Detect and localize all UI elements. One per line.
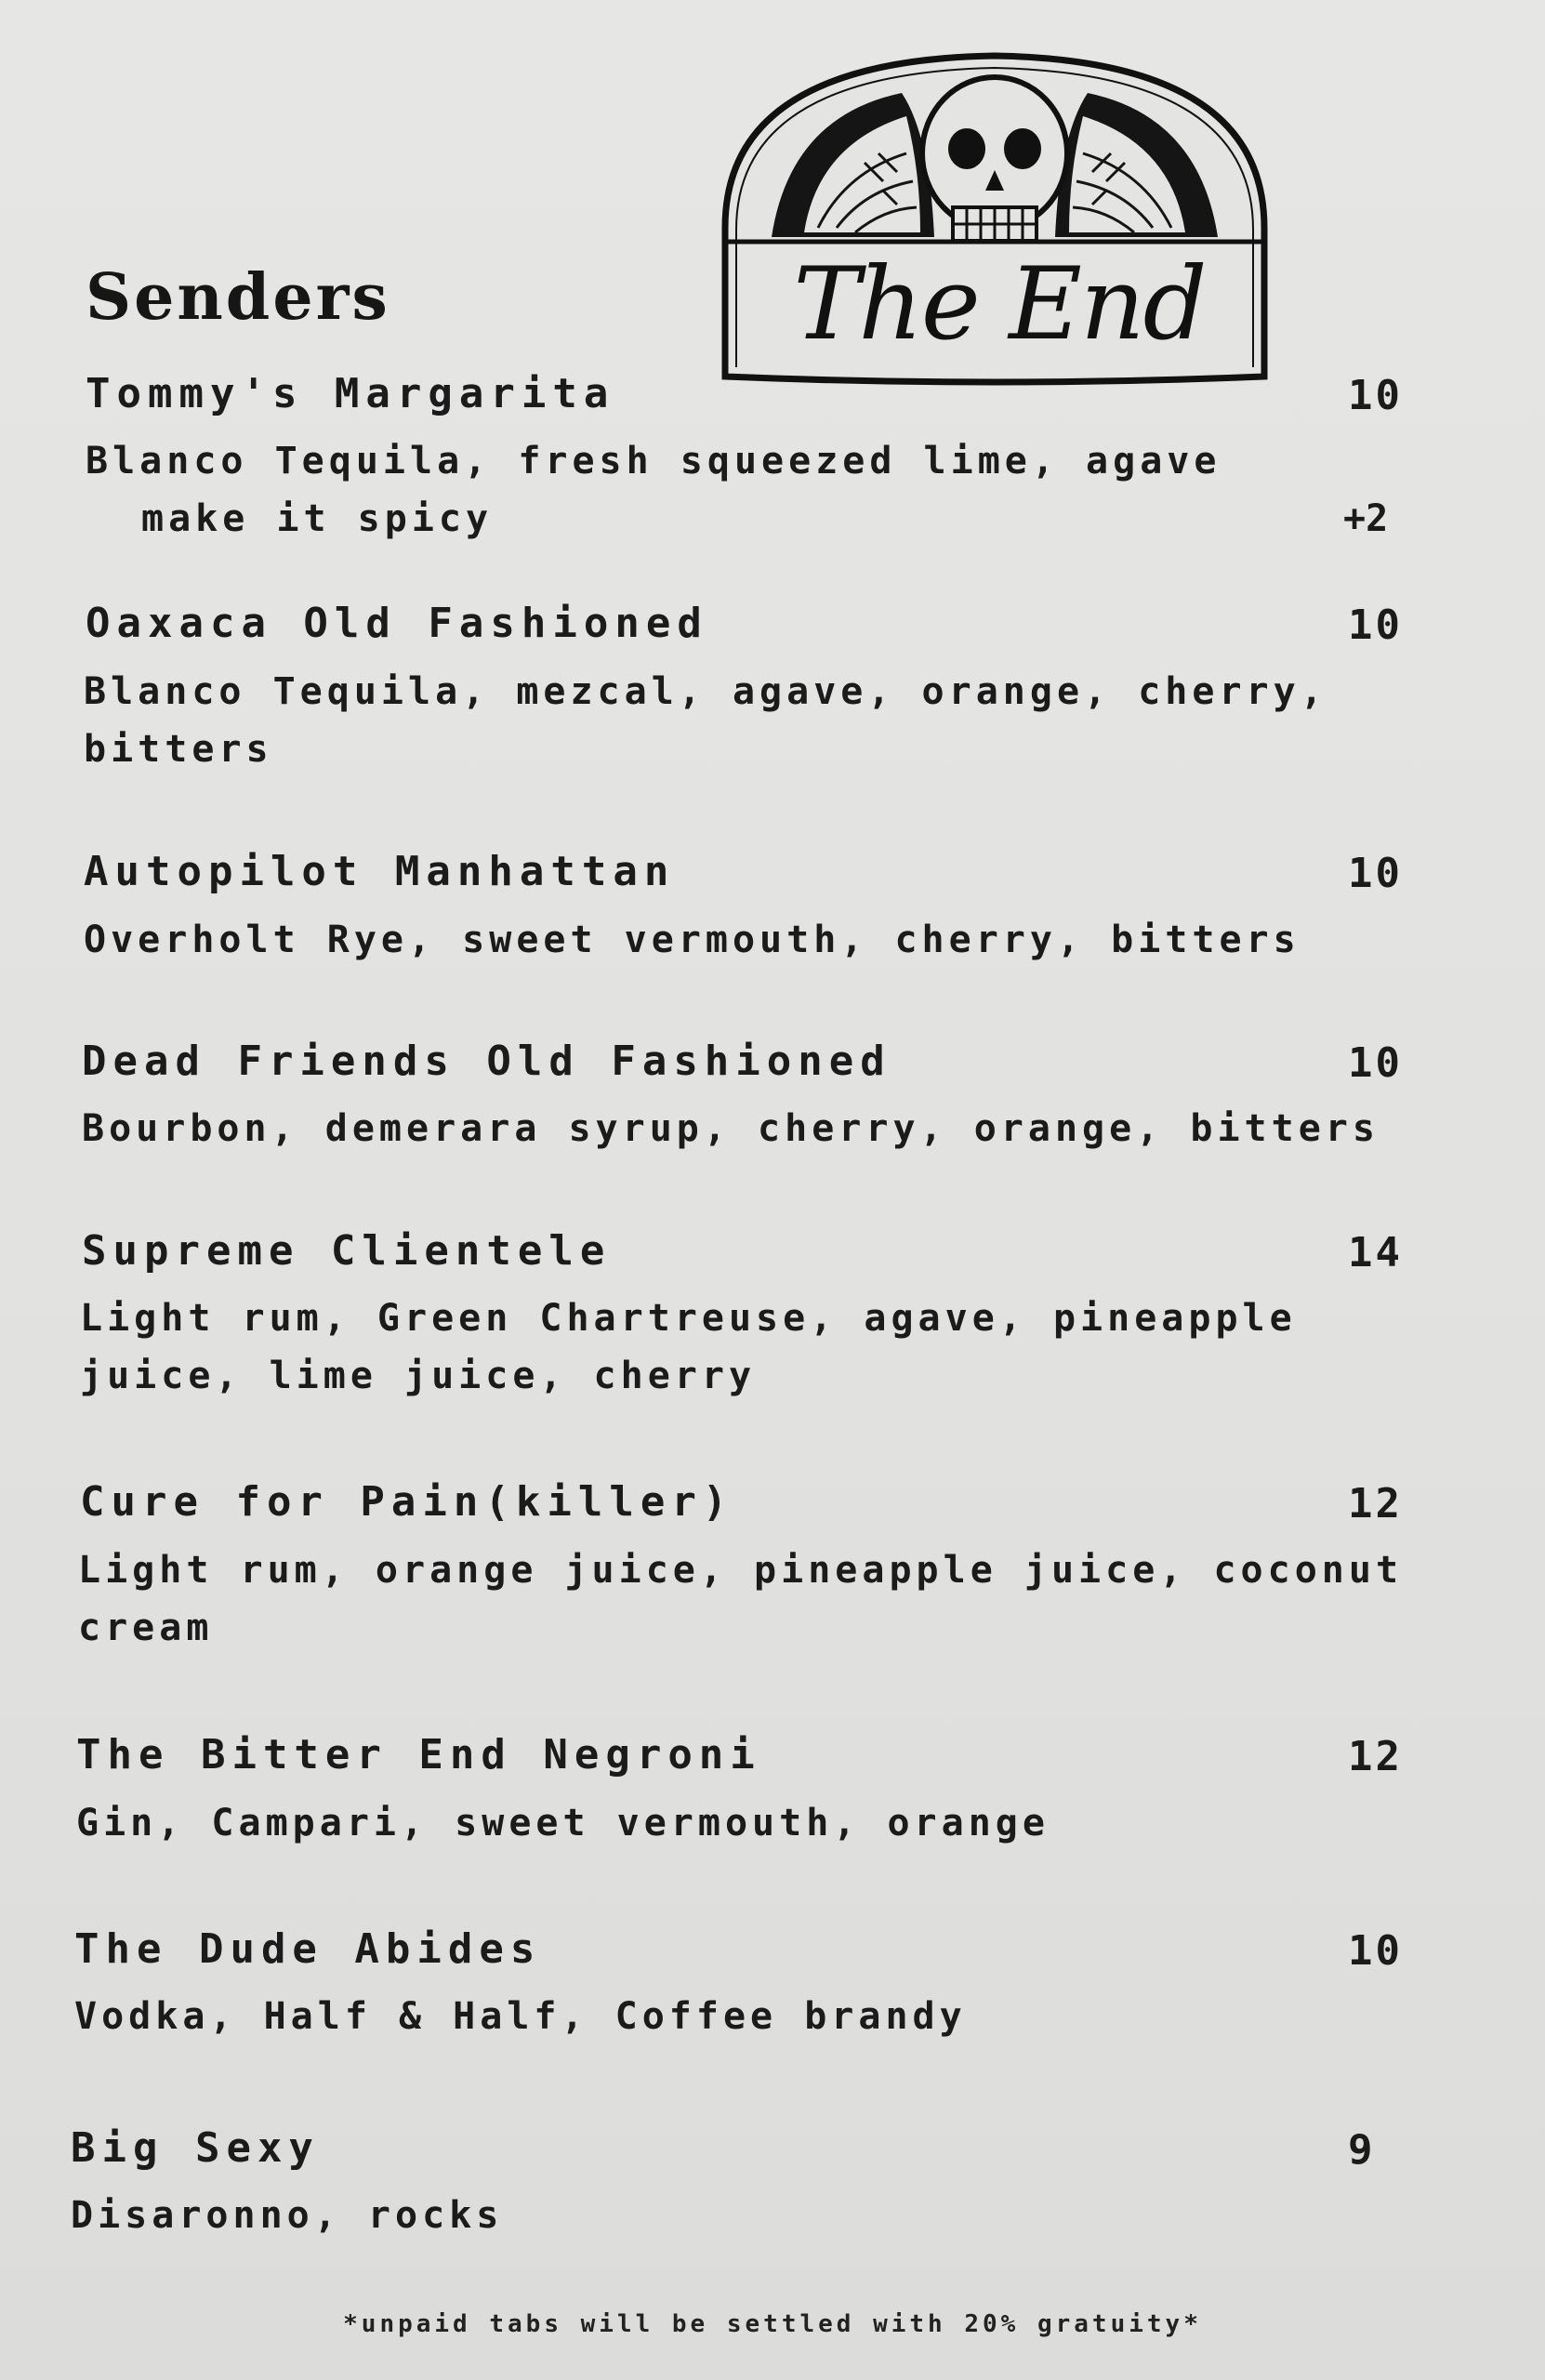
drink-price: 10: [1348, 372, 1403, 419]
drink-name: Dead Friends Old Fashioned: [82, 1038, 891, 1085]
drink-price: 9: [1348, 2126, 1376, 2174]
drink-description: [86, 432, 1221, 490]
drink-price: 14: [1348, 1229, 1403, 1276]
drink-price: 10: [1348, 1927, 1403, 1975]
description-line: Blanco Tequila, mezcal, agave, orange, cherry,: [84, 670, 1327, 713]
logo-text: The End: [793, 246, 1206, 363]
drink-price: 12: [1348, 1733, 1403, 1780]
drink-description: [76, 1794, 1050, 1852]
description-line: Light rum, orange juice, pineapple juice, coconut: [78, 1549, 1404, 1592]
description-line: Gin, Campari, sweet vermouth, orange: [76, 1802, 1050, 1844]
description-line: bitters: [84, 728, 273, 771]
drink-description: [74, 1988, 967, 2045]
description-line: juice, lime juice, cherry: [80, 1355, 757, 1397]
drink-name: Cure for Pain(killer): [80, 1478, 734, 1526]
drink-description: [82, 1100, 1380, 1157]
drink-price: 10: [1348, 1039, 1403, 1087]
description-line: Bourbon, demerara syrup, cherry, orange, bitters: [82, 1107, 1380, 1150]
drink-description: [71, 2187, 503, 2244]
description-line: Vodka, Half & Half, Coffee brandy: [74, 1995, 967, 2038]
addon-price: +2: [1343, 497, 1389, 540]
drink-name: Autopilot Manhattan: [84, 848, 676, 895]
drink-name: Big Sexy: [71, 2124, 320, 2172]
the-end-logo: [716, 51, 1275, 400]
drink-description: [84, 911, 1301, 969]
drink-price: 10: [1348, 602, 1403, 649]
drink-name: The Dude Abides: [74, 1925, 542, 1973]
section-title: Senders: [86, 260, 390, 335]
drink-name: Tommy's Margarita: [86, 370, 615, 417]
description-line: cream: [78, 1606, 214, 1649]
description-line: Disaronno, rocks: [71, 2194, 504, 2237]
gratuity-note: *unpaid tabs will be settled with 20% gratuity*: [343, 2310, 1202, 2338]
drink-name: The Bitter End Negroni: [76, 1731, 761, 1778]
addon-label: make it spicy: [141, 497, 494, 540]
description-line: Light rum, Green Chartreuse, agave, pineapple: [80, 1297, 1297, 1340]
drink-description: [78, 1541, 1403, 1657]
drink-description: [80, 1289, 1297, 1405]
drink-price: 12: [1348, 1480, 1403, 1527]
drink-name: Supreme Clientele: [82, 1227, 612, 1275]
description-line: Blanco Tequila, fresh squeezed lime, agave: [86, 440, 1221, 483]
drink-price: 10: [1348, 850, 1403, 897]
drink-description: [84, 663, 1327, 778]
drink-name: Oaxaca Old Fashioned: [86, 600, 708, 647]
description-line: Overholt Rye, sweet vermouth, cherry, bitters: [84, 919, 1301, 961]
